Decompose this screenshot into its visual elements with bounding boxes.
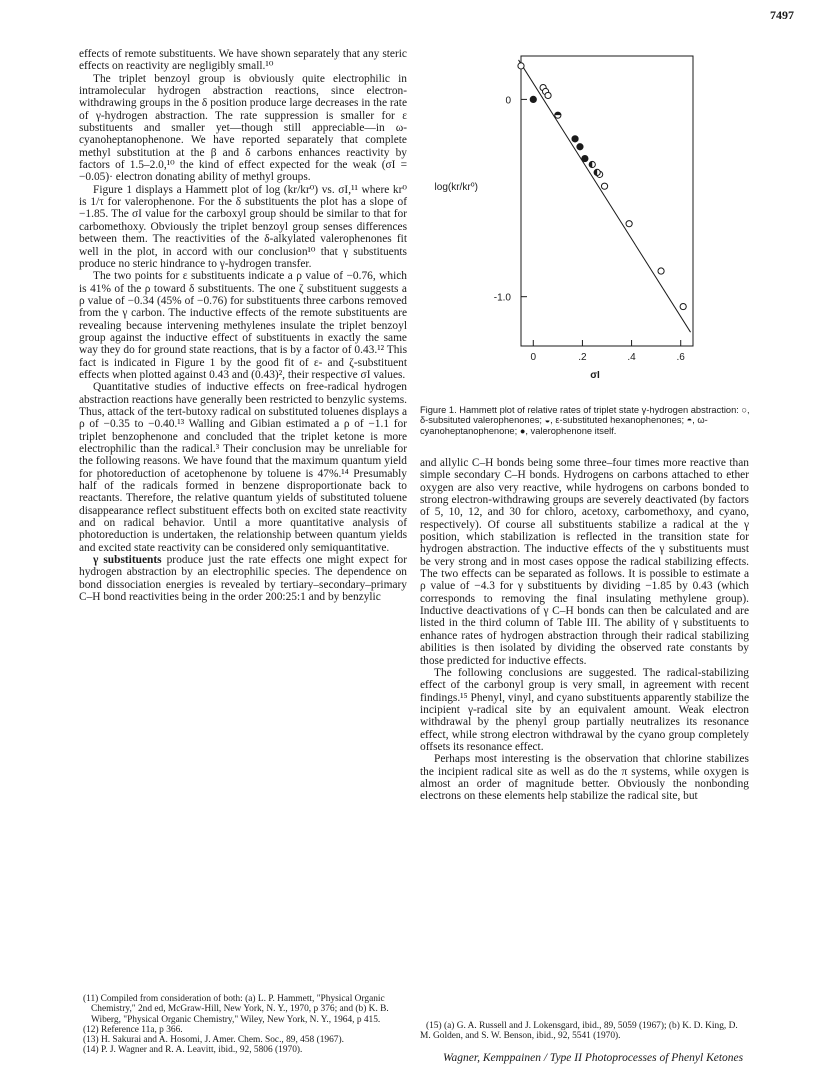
data-point xyxy=(555,112,561,118)
paragraph: Figure 1 displays a Hammett plot of log (kr/kr⁰) vs. σI,¹¹ where kr⁰ is 1/τ for valerophenone. For the δ substituents the plot has a slope of −1.85. The σI value for the carboxyl group should be similar to that for carbomethoxy. Obviously the triplet benzoyl group senses differences between them. The reactivities of the δ-alkylated valerophenones fit well in the plot, in accord with our conclusion¹⁰ that γ substituents produce no steric hindrance to γ-hydrogen transfer. xyxy=(79,183,407,270)
page-number: 7497 xyxy=(770,8,794,22)
plot-frame xyxy=(521,56,693,346)
paragraph-lead: γ substituents xyxy=(93,554,162,567)
footnotes-right xyxy=(420,1021,749,1042)
footnote: (13) H. Sakurai and A. Hosomi, J. Amer. Chem. Soc., 89, 458 (1967). xyxy=(83,1035,344,1046)
plot-axes xyxy=(494,56,693,363)
paragraph: The following conclusions are suggested. The radical-stabilizing effect of the carbonyl group is very small, in agreement with recent findings.¹⁵ Phenyl, vinyl, and cyano substituents apparently stabilize the incipient γ-radical site by an equivalent amount. Weak electron withdrawal by the phenyl group partially neutralizes its resonance effect, while strong electron withdrawal by the cyano group completely offsets its resonance effect. xyxy=(420,666,749,753)
footnote: (14) P. J. Wagner and R. A. Leavitt, ibid., 92, 5806 (1970). xyxy=(83,1045,303,1056)
paragraph: The two points for ε substituents indicate a ρ value of −0.76, which is 41% of the ρ toward δ substituents. The one ζ substituent suggests a ρ value of −0.34 (45% of −0.76) for substituents three carbons removed from the γ carbon. The inductive effects of the remote substituents are revealing because intervening methylenes insulate the triplet benzoyl group against the inductive effect of substituents in exactly the same way they do for ground state reactions, that is by a factor of 0.43.¹² This fact is indicated in Figure 1 by the good fit of ε- and ζ-substituent effects when plotted against 0.43 and (0.43)², their respective σI values. xyxy=(79,270,407,381)
plot-marks xyxy=(518,60,691,332)
x-axis-label: σI xyxy=(590,370,600,381)
paragraph: Quantitative studies of inductive effects on free-radical hydrogen abstraction reactions have generally been restricted to benzylic systems. Thus, attack of the tert-butoxy radical on substituted toluenes displays a ρ of −0.35 to −0.40.¹³ Walling and Gibian estimated a ρ of −1.1 for triplet benzophenone and concluded that the triplet ketone is more electrophilic than the radical.³ Their conclusion may be unreliable for the following reasons. We have found that the maximum quantum yield for photoreduction of acetophenone by toluene is 47%.¹⁴ Presumably half of the radicals formed in benzene disproportionate back to reactants. Therefore, the relative quantum yields of substituted toluene disappearance reflect substituent effects both on excited state reactivity and on radical behavior. Until a more quantitative analysis of photoreduction is undertaken, the relationship between quantum yields and excited state reactivity can be considered only semiquantitative. xyxy=(79,381,407,554)
data-point xyxy=(626,221,632,227)
paragraph-text: produce just the rate effects one might expect for hydrogen abstraction by an electrophilic species. The dependence on bond dissociation energies is revealed by tertiary–secondary–primary C–H bond reactivities being in the order 200:25:1 and by benzylic xyxy=(79,554,407,604)
x-tick-label: 0 xyxy=(530,352,537,363)
data-point xyxy=(518,63,524,69)
footnotes-left xyxy=(79,994,407,1056)
paragraph: The triplet benzoyl group is obviously quite electrophilic in intramolecular hydrogen abstraction reactions, since electron-withdrawing groups in the δ position produce large decreases in the rate of γ-hydrogen abstraction. The rate suppression is smaller for ε substituents and smaller yet—though still appreciable—in ω-cyanoheptanophenone. We have reported separately that complete methyl substitution at the β and δ carbons enhances reactivity by factors of 1.5–2.0,¹⁰ the kind of effect expected for the weak (σI = −0.05)· electron donating ability of methyl groups. xyxy=(79,72,407,184)
data-point xyxy=(680,303,686,309)
figure-caption: Figure 1. Hammett plot of relative rates of triplet state γ-hydrogen abstraction: ○, δ-subsituted valerophenones; ◒, ε-substituted hexanophenones; ◓, ω-cyanoheptanophenone; ●, valerophenone itself. xyxy=(420,405,750,436)
data-point xyxy=(545,92,551,98)
y-tick-label: 0 xyxy=(505,95,511,107)
footnote: (11) Compiled from consideration of both: (a) L. P. Hammett, "Physical Organic Chemistry," 2nd ed, McGraw-Hill, New York, N. Y., 1970, p 376; and (b) K. B. Wiberg, "Physical Organic Chemistry," Wiley, New York, N. Y., 1964, p 415. xyxy=(83,994,389,1025)
x-tick-label: .2 xyxy=(578,352,587,363)
paragraph: and allylic C–H bonds being some three–four times more reactive than simple secondary C–H bonds. Hydrogens on carbons attached to ether oxygen are also very reactive, while hydrogens on carbons bonded to strong electron-withdrawing groups are severely deactivated (by factors of 5, 10, 12, and 30 for chloro, acetoxy, carbomethoxy, and cyano, respectively). Of course all substituents stabilize a radical at the γ position, which stabilization is reflected in the transition state for hydrogen abstraction. The inductive effects of the γ substituents must be very strong and in most cases oppose the radical stabilizing effects. The two effects can be separated as follows. It is possible to estimate a ρ value of −4.3 for γ substituents by dividing −1.85 by 0.43 (which corresponds to removing the final insulating methylene group). Inductive deactivations of γ C–H bonds can then be calculated and are listed in the third column of Table III. The ability of γ substituents to enhance rates of hydrogen abstraction through their radical stabilizing abilities is then isolated by dividing the observed rate constants by those predicted for inductive effects. xyxy=(420,457,749,667)
y-tick-label: -1.0 xyxy=(493,292,511,304)
paragraph xyxy=(79,554,407,603)
data-point xyxy=(530,96,536,102)
data-point xyxy=(582,155,588,161)
fit-line xyxy=(519,60,691,332)
hammett-plot xyxy=(434,48,755,393)
y-axis-label: log(kr/kr⁰) xyxy=(434,182,478,193)
data-point xyxy=(601,183,607,189)
right-column xyxy=(420,457,749,803)
data-point xyxy=(577,144,583,150)
footnote: (12) Reference 11a, p 366. xyxy=(83,1024,183,1035)
x-tick-label: .4 xyxy=(627,352,636,363)
data-point xyxy=(658,268,664,274)
paragraph: Perhaps most interesting is the observation that chlorine stabilizes the incipient radical site as well as do the π systems, while oxygen is almost an order of magnitude better. Obviously the nonbonding electrons on these elements help stabilize the radical site, but xyxy=(420,753,749,803)
data-point xyxy=(572,136,578,142)
x-tick-label: .6 xyxy=(676,352,685,363)
paragraph: effects of remote substituents. We have shown separately that any steric effects on reactivity are negligibly small.¹⁰ xyxy=(79,48,407,73)
left-column xyxy=(79,48,407,603)
running-head: Wagner, Kemppainen / Type II Photoprocesses of Phenyl Ketones xyxy=(443,1052,744,1064)
footnote: (15) (a) G. A. Russell and J. Lokensgard, ibid., 89, 5059 (1967); (b) K. D. King, D. M. Golden, and S. W. Benson, ibid., 92, 5541 (1970). xyxy=(420,1021,738,1042)
data-point xyxy=(589,161,595,167)
data-point xyxy=(594,169,600,175)
